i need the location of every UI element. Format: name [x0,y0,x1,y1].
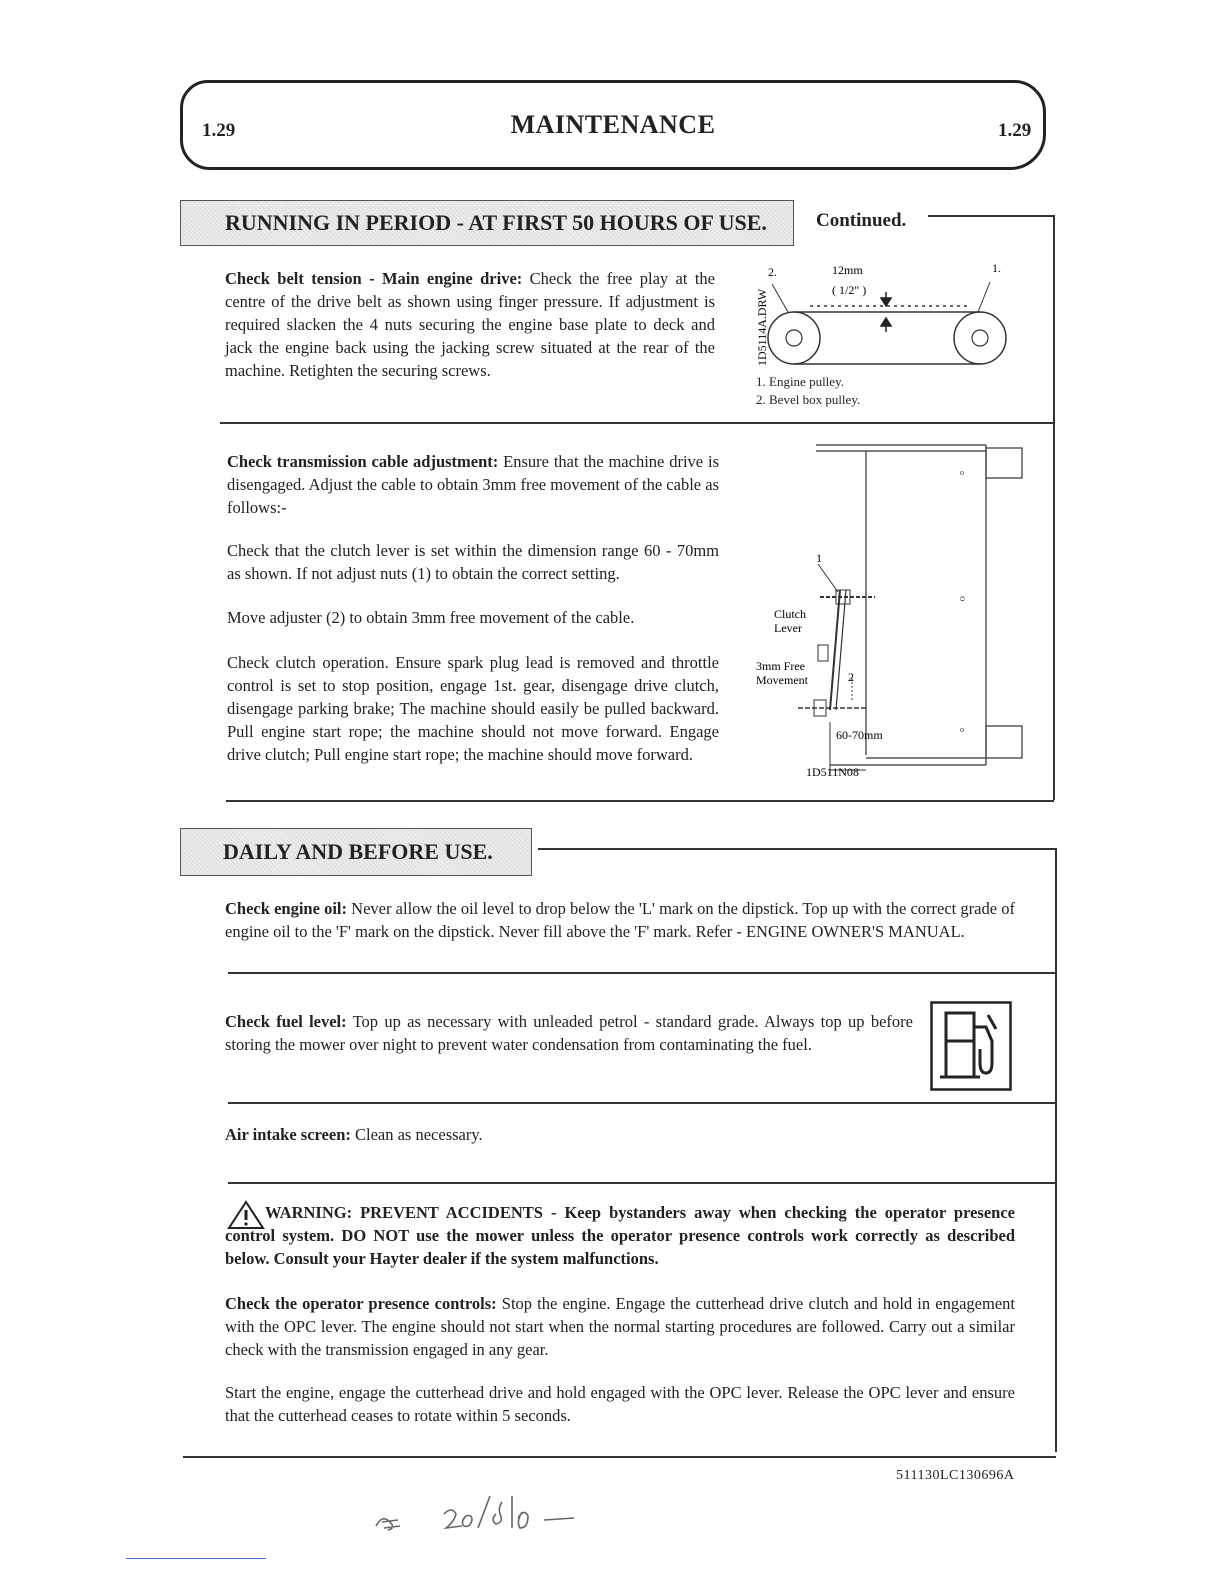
belt-tension-heading: Check belt tension - Main engine drive: [225,269,523,288]
free-movement-label: 3mm Free [756,659,805,673]
belt-tension-diagram [750,258,1050,368]
right-border [1055,848,1057,1452]
adjuster [818,645,828,661]
drawing-code: 1D5114A.DRW [755,288,769,366]
transmission-paragraph-4: Check clutch operation. Ensure spark plug lead is removed and throttle control is set to stop position, engage 1st. gear, disengage drive clutch, disengage parking brake; The machine should easily be pulled backward. Pull engine start rope; the machine should not move forward. Engage drive clutch; Pull engine start rope; the machine should move forward. [227,653,719,764]
running-in-banner [180,200,794,246]
leader-line [818,564,838,592]
divider [226,800,1054,802]
handwritten-signature [368,1488,608,1538]
opc-text-1: Stop the engine. Engage the cutterhead drive clutch and hold in engagement with the OPC lever. The engine should not start when the normal starting procedures are followed. Carry out a similar check with the transmission engaged in any gear. [225,1294,1015,1359]
bolt-mark: o [960,725,964,734]
right-border [1053,215,1055,800]
opc-paragraph-1 [225,1292,1015,1361]
pulley-hub [786,330,802,346]
divider [228,1102,1056,1104]
document-code: 511130LC130696A [896,1468,1015,1483]
figure-label-1: 1. [992,261,1001,275]
clutch-figure-label-1: 1 [816,551,822,565]
dimension-imperial: ( 1/2" ) [832,283,867,297]
legend-bevel-box-pulley: 2. Bevel box pulley. [756,392,861,407]
leader-line [978,282,990,312]
leader-line [772,284,788,312]
frame-bracket [986,726,1022,758]
arrow-up-icon [881,318,891,332]
pulley-hub [972,330,988,346]
engine-oil-text: Never allow the oil level to drop below the 'L' mark on the dipstick. Top up with the correct grade of engine oil to the 'F' mark on the dipstick. Never fill above the 'F' mark. Refer - ENGINE OWNER'S MANUAL. [225,899,1015,941]
belt-tension-text: Check the free play at the centre of the drive belt as shown using finger pressure. If adjustment is required slacken the 4 nuts securing the engine base plate to deck and jack the engine back using the jacking screw situated at the rear of the machine. Retighten the securing screws. [225,269,715,380]
air-intake-text: Clean as necessary. [350,1125,483,1144]
blue-rule [126,1558,266,1559]
free-movement-label: Movement [756,673,808,687]
bevel-box-pulley [768,312,820,364]
transmission-text-1: Ensure that the machine drive is disengaged. Adjust the cable to obtain 3mm free movement of the cable as follows:- [227,452,720,517]
transmission-paragraph-1 [227,450,719,519]
continued-label: Continued. [816,210,907,231]
engine-oil-paragraph [225,897,1015,943]
range-label: 60-70mm [836,728,883,742]
clutch-lever-label: Clutch [774,607,806,621]
section-number-right: 1.29 [998,120,1032,141]
divider [928,215,1054,217]
warning-paragraph: WARNING: PREVENT ACCIDENTS - Keep bystanders away when checking the operator presence control system. DO NOT use the mower unless the operator presence controls work correctly as described below. Consult your Hayter dealer if the system malfunctions. [225,1203,1015,1268]
opc-paragraph-2: Start the engine, engage the cutterhead drive and hold engaged with the OPC lever. Release the OPC lever and ensure that the cutterhead ceases to rotate within 5 seconds. [225,1383,1015,1425]
divider [183,1456,1056,1458]
frame-bracket [986,448,1022,478]
figure-label-2: 2. [768,265,777,279]
arrow-down-icon [881,292,891,306]
running-in-banner-text: RUNNING IN PERIOD - AT FIRST 50 HOURS OF USE. [225,210,767,235]
daily-banner [180,828,532,876]
air-intake-heading: Air intake screen: [225,1125,351,1144]
bolt-mark: o [960,468,964,477]
section-number-left: 1.29 [202,120,236,141]
clutch-lever-label: Lever [774,621,802,635]
divider [538,848,1056,850]
belt-tension-paragraph [225,267,715,382]
clutch-drawing-code: 1D511N08 [806,765,859,779]
page-title: MAINTENANCE [510,110,716,139]
daily-banner-text: DAILY AND BEFORE USE. [223,839,493,864]
engine-oil-heading: Check engine oil: [225,899,348,918]
engine-pulley [954,312,1006,364]
fuel-level-paragraph [225,1010,913,1056]
chain-mark: ᴑ [960,593,965,603]
clutch-lever [830,590,840,710]
transmission-paragraph-3: Move adjuster (2) to obtain 3mm free movement of the cable. [227,608,635,627]
clutch-lever-diagram [750,440,1040,790]
dimension-12mm: 12mm [832,263,863,277]
fuel-level-text: Top up as necessary with unleaded petrol - standard grade. Always top up before storing the mower over night to prevent water condensation from contaminating the fuel. [225,1012,913,1054]
legend-engine-pulley: 1. Engine pulley. [756,374,844,389]
divider [228,972,1056,974]
air-intake-paragraph [225,1123,1015,1146]
fuel-pump-icon [930,1001,1012,1091]
divider [228,1182,1056,1184]
clutch-figure-label-2: 2 [848,670,854,684]
transmission-paragraph-2: Check that the clutch lever is set within the dimension range 60 - 70mm as shown. If not adjust nuts (1) to obtain the correct setting. [227,541,719,583]
fuel-level-heading: Check fuel level: [225,1012,347,1031]
opc-heading: Check the operator presence controls: [225,1294,497,1313]
divider [220,422,1054,424]
transmission-heading: Check transmission cable adjustment: [227,452,499,471]
